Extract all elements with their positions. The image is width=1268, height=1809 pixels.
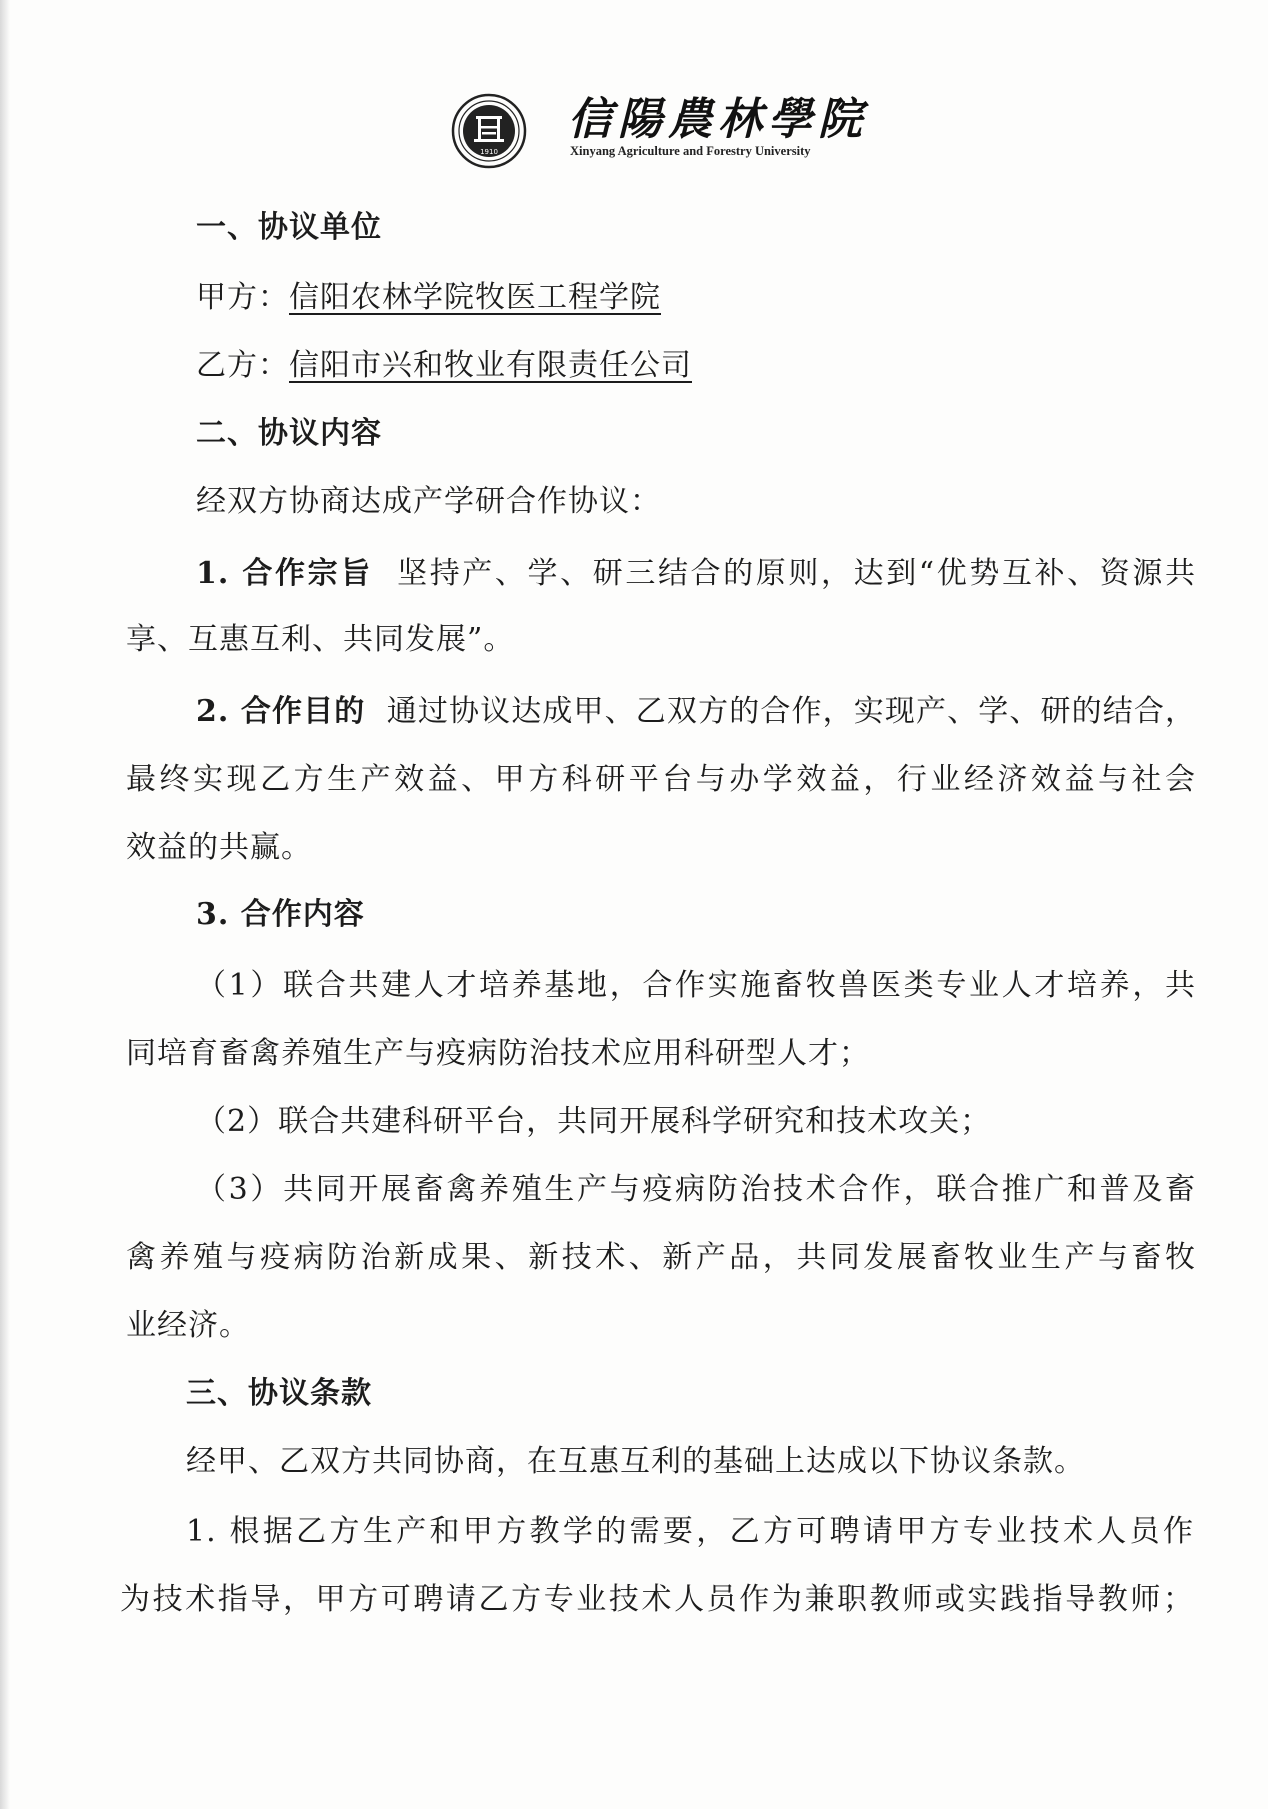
party-a-name: 信阳农林学院牧医工程学院 xyxy=(289,280,661,315)
goal-title: 2. 合作目的 xyxy=(196,694,366,729)
party-a-line xyxy=(196,280,661,316)
term-1-line-2: 为技术指导，甲方可聘请乙方专业技术人员作为兼职教师或实践指导教师； xyxy=(120,1582,1194,1617)
section-2-title: 二、协议内容 xyxy=(196,416,382,451)
content-3-line-3: 业经济。 xyxy=(126,1308,250,1343)
party-a-label: 甲方： xyxy=(196,280,289,315)
section-1-title: 一、协议单位 xyxy=(196,210,382,245)
party-b-line xyxy=(196,348,692,384)
purpose-title: 1. 合作宗旨 xyxy=(196,556,373,591)
university-name-en: Xinyang Agriculture and Forestry University xyxy=(570,144,811,158)
content-3-line-1: （3）共同开展畜禽养殖生产与疫病防治技术合作，联合推广和普及畜 xyxy=(196,1172,1196,1207)
purpose-line-2: 享、互惠互利、共同发展”。 xyxy=(126,622,515,657)
party-b-label: 乙方： xyxy=(196,348,289,383)
term-1-line-1: 1. 根据乙方生产和甲方教学的需要，乙方可聘请甲方专业技术人员作 xyxy=(186,1514,1194,1549)
party-b-name: 信阳市兴和牧业有限责任公司 xyxy=(289,348,692,383)
goal-line-2: 最终实现乙方生产效益、甲方科研平台与办学效益，行业经济效益与社会 xyxy=(126,762,1196,797)
purpose-line-1 xyxy=(196,556,1196,592)
content-title: 3. 合作内容 xyxy=(196,897,365,932)
section-2-intro: 经双方协商达成产学研合作协议： xyxy=(196,484,661,519)
content-1-line-1: （1）联合共建人才培养基地，合作实施畜牧兽医类专业人才培养，共 xyxy=(196,968,1196,1003)
seal-year: 1910 xyxy=(480,148,498,156)
goal-line-3: 效益的共赢。 xyxy=(126,830,312,865)
content-1-line-2: 同培育畜禽养殖生产与疫病防治技术应用科研型人才； xyxy=(126,1036,870,1071)
content-3-line-2: 禽养殖与疫病防治新成果、新技术、新产品，共同发展畜牧业生产与畜牧 xyxy=(126,1240,1196,1275)
content-2-line-1: （2）联合共建科研平台，共同开展科学研究和技术攻关； xyxy=(196,1104,992,1139)
goal-line-1 xyxy=(196,694,1196,730)
goal-text-1: 通过协议达成甲、乙双方的合作，实现产、学、研的结合， xyxy=(386,694,1197,729)
purpose-text-1: 坚持产、学、研三结合的原则，达到“优势互补、资源共 xyxy=(397,556,1196,591)
section-3-title: 三、协议条款 xyxy=(186,1376,372,1411)
university-name-cn: 信陽農林學院 xyxy=(568,94,868,145)
section-3-intro: 经甲、乙双方共同协商，在互惠互利的基础上达成以下协议条款。 xyxy=(186,1444,1085,1479)
